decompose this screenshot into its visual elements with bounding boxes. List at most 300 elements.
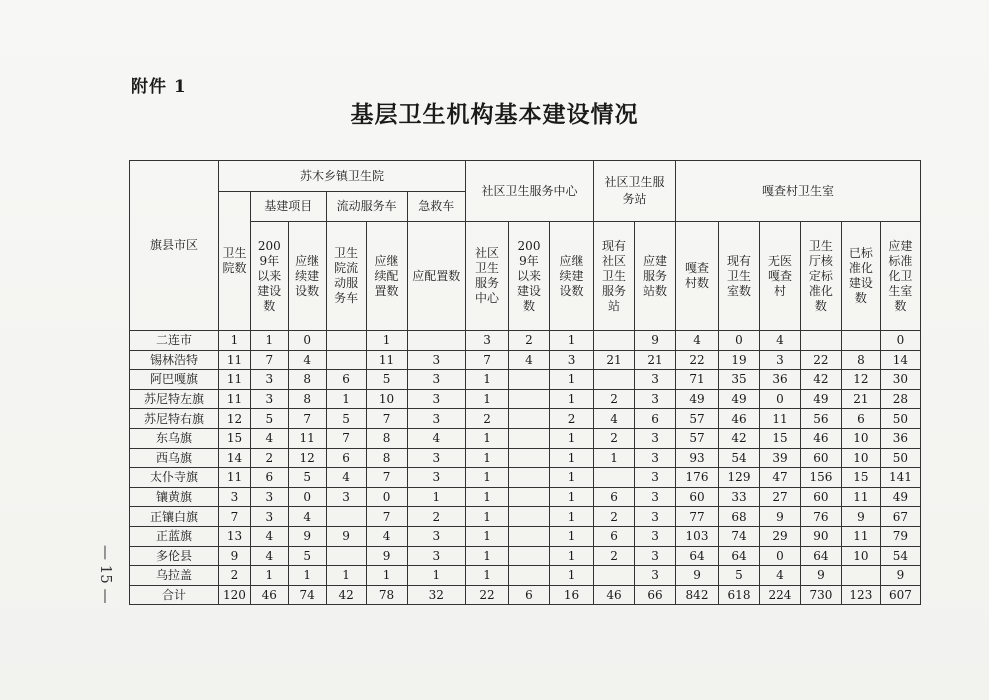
table-cell: 1 bbox=[326, 566, 366, 586]
table-cell: 123 bbox=[841, 585, 880, 605]
header-col-17-label: 应建标准化卫生室数 bbox=[888, 238, 913, 313]
table-cell: 14 bbox=[219, 448, 251, 468]
table-cell: 9 bbox=[800, 566, 841, 586]
table-cell: 47 bbox=[759, 468, 800, 488]
table-cell: 6 bbox=[509, 585, 550, 605]
table-row bbox=[130, 526, 921, 546]
table-cell: 4 bbox=[366, 526, 407, 546]
table-cell: 4 bbox=[288, 350, 326, 370]
table-cell: 3 bbox=[407, 409, 465, 429]
table-cell: 12 bbox=[219, 409, 251, 429]
row-region-name: 正镶白旗 bbox=[130, 507, 219, 527]
table-cell: 1 bbox=[466, 370, 509, 390]
table-cell bbox=[326, 331, 366, 351]
table-cell: 4 bbox=[288, 507, 326, 527]
table-cell bbox=[326, 350, 366, 370]
table-cell: 57 bbox=[676, 409, 719, 429]
table-cell: 1 bbox=[549, 428, 593, 448]
table-row bbox=[130, 331, 921, 351]
table-cell: 4 bbox=[594, 409, 635, 429]
table-cell: 60 bbox=[676, 487, 719, 507]
header-col-10-label: 现有社区卫生服务站 bbox=[602, 238, 627, 313]
table-cell: 3 bbox=[635, 370, 676, 390]
table-cell: 12 bbox=[841, 370, 880, 390]
table-cell: 57 bbox=[676, 428, 719, 448]
table-cell: 0 bbox=[288, 331, 326, 351]
table-cell: 22 bbox=[466, 585, 509, 605]
table-cell: 1 bbox=[326, 389, 366, 409]
header-col-12 bbox=[676, 222, 719, 331]
table-cell: 6 bbox=[594, 487, 635, 507]
table-cell: 66 bbox=[635, 585, 676, 605]
header-col-5-label: 应继续配置数 bbox=[374, 253, 399, 298]
table-cell: 30 bbox=[880, 370, 920, 390]
header-construction-projects: 基建项目 bbox=[250, 192, 326, 222]
header-col-4 bbox=[326, 222, 366, 331]
header-community-health-stations-label: 社区卫生服务站 bbox=[604, 175, 665, 206]
table-cell: 1 bbox=[250, 331, 288, 351]
table-cell: 9 bbox=[676, 566, 719, 586]
table-cell: 3 bbox=[635, 448, 676, 468]
table-row bbox=[130, 370, 921, 390]
table-cell: 49 bbox=[880, 487, 920, 507]
table-cell: 3 bbox=[407, 350, 465, 370]
table-row bbox=[130, 468, 921, 488]
header-col-14 bbox=[759, 222, 800, 331]
table-cell: 1 bbox=[466, 566, 509, 586]
table-cell: 1 bbox=[407, 487, 465, 507]
table-cell: 1 bbox=[219, 331, 251, 351]
row-region-name: 镶黄旗 bbox=[130, 487, 219, 507]
table-row bbox=[130, 350, 921, 370]
table-cell: 15 bbox=[759, 428, 800, 448]
table-cell: 16 bbox=[549, 585, 593, 605]
table-cell: 1 bbox=[549, 468, 593, 488]
table-cell: 3 bbox=[466, 331, 509, 351]
table-cell: 28 bbox=[880, 389, 920, 409]
table-cell bbox=[509, 507, 550, 527]
table-cell: 42 bbox=[326, 585, 366, 605]
table-cell bbox=[594, 370, 635, 390]
table-cell: 5 bbox=[326, 409, 366, 429]
header-township-health-centers: 苏木乡镇卫生院 bbox=[219, 161, 466, 192]
table-cell: 3 bbox=[407, 468, 465, 488]
table-cell: 618 bbox=[719, 585, 760, 605]
header-community-health-centers: 社区卫生服务中心 bbox=[466, 161, 594, 222]
table-cell: 3 bbox=[635, 487, 676, 507]
table-cell: 10 bbox=[841, 448, 880, 468]
table-cell: 3 bbox=[635, 546, 676, 566]
header-col-13-label: 现有卫生室数 bbox=[726, 253, 751, 298]
table-cell: 6 bbox=[326, 370, 366, 390]
table-cell bbox=[326, 546, 366, 566]
header-ambulances: 急救车 bbox=[407, 192, 465, 222]
table-cell: 842 bbox=[676, 585, 719, 605]
table-cell: 1 bbox=[466, 526, 509, 546]
table-cell: 32 bbox=[407, 585, 465, 605]
table-cell: 0 bbox=[759, 389, 800, 409]
table-cell: 8 bbox=[288, 370, 326, 390]
table-cell: 4 bbox=[509, 350, 550, 370]
table-cell: 68 bbox=[719, 507, 760, 527]
table-cell: 1 bbox=[466, 468, 509, 488]
table-cell: 35 bbox=[719, 370, 760, 390]
table-cell: 5 bbox=[288, 546, 326, 566]
table-cell: 3 bbox=[635, 389, 676, 409]
table-cell: 46 bbox=[800, 428, 841, 448]
table-cell: 9 bbox=[841, 507, 880, 527]
table-cell: 11 bbox=[841, 526, 880, 546]
attachment-label: 附件 1 bbox=[131, 77, 187, 97]
table-cell: 10 bbox=[841, 428, 880, 448]
table-cell: 78 bbox=[366, 585, 407, 605]
table-row bbox=[130, 546, 921, 566]
table-cell bbox=[407, 331, 465, 351]
table-cell: 0 bbox=[759, 546, 800, 566]
table-cell: 9 bbox=[326, 526, 366, 546]
header-col-7 bbox=[466, 222, 509, 331]
table-row bbox=[130, 487, 921, 507]
header-col-1-label: 卫生院数 bbox=[222, 246, 247, 275]
table-cell: 2 bbox=[250, 448, 288, 468]
table-cell: 3 bbox=[635, 526, 676, 546]
page-number: — 15 — bbox=[97, 545, 115, 604]
table-cell: 54 bbox=[719, 448, 760, 468]
table-cell: 3 bbox=[250, 389, 288, 409]
table-cell: 60 bbox=[800, 487, 841, 507]
table-cell: 9 bbox=[366, 546, 407, 566]
header-col-13 bbox=[719, 222, 760, 331]
table-cell bbox=[594, 468, 635, 488]
table-cell: 2 bbox=[594, 546, 635, 566]
table-cell: 5 bbox=[366, 370, 407, 390]
table-cell: 74 bbox=[288, 585, 326, 605]
table-cell: 2 bbox=[466, 409, 509, 429]
table-cell: 46 bbox=[719, 409, 760, 429]
table-cell: 77 bbox=[676, 507, 719, 527]
table-cell: 3 bbox=[407, 448, 465, 468]
table-cell: 74 bbox=[719, 526, 760, 546]
table-cell: 1 bbox=[594, 448, 635, 468]
table-cell: 607 bbox=[880, 585, 920, 605]
table-cell: 5 bbox=[250, 409, 288, 429]
header-col-11-label: 应建服务站数 bbox=[643, 253, 668, 298]
table-cell: 50 bbox=[880, 409, 920, 429]
table-cell bbox=[509, 566, 550, 586]
table-row bbox=[130, 507, 921, 527]
table-cell: 4 bbox=[759, 331, 800, 351]
table-cell: 7 bbox=[366, 409, 407, 429]
table-cell: 49 bbox=[719, 389, 760, 409]
table-cell: 1 bbox=[549, 507, 593, 527]
table-cell: 156 bbox=[800, 468, 841, 488]
table-cell: 1 bbox=[549, 546, 593, 566]
header-col-6: 应配置数 bbox=[407, 222, 465, 331]
table-cell bbox=[800, 331, 841, 351]
table-cell: 5 bbox=[719, 566, 760, 586]
table-cell: 8 bbox=[841, 350, 880, 370]
table-cell: 13 bbox=[219, 526, 251, 546]
table-cell: 0 bbox=[880, 331, 920, 351]
table-row bbox=[130, 389, 921, 409]
table-cell: 21 bbox=[841, 389, 880, 409]
table-cell: 50 bbox=[880, 448, 920, 468]
table-cell: 2 bbox=[219, 566, 251, 586]
table-cell bbox=[509, 428, 550, 448]
table-cell: 6 bbox=[841, 409, 880, 429]
table-cell: 2 bbox=[407, 507, 465, 527]
table-cell: 1 bbox=[549, 389, 593, 409]
table-cell: 1 bbox=[466, 389, 509, 409]
header-col-11 bbox=[635, 222, 676, 331]
table-cell: 10 bbox=[366, 389, 407, 409]
table-row bbox=[130, 566, 921, 586]
table-cell: 3 bbox=[635, 566, 676, 586]
table-cell: 4 bbox=[250, 526, 288, 546]
table-cell: 5 bbox=[288, 468, 326, 488]
table-cell: 36 bbox=[880, 428, 920, 448]
table-body bbox=[130, 331, 921, 605]
table-cell: 1 bbox=[549, 331, 593, 351]
table-cell: 9 bbox=[880, 566, 920, 586]
table-cell: 1 bbox=[250, 566, 288, 586]
header-col-5 bbox=[366, 222, 407, 331]
table-cell: 9 bbox=[288, 526, 326, 546]
row-region-name: 二连市 bbox=[130, 331, 219, 351]
table-cell: 15 bbox=[219, 428, 251, 448]
table-cell: 1 bbox=[549, 487, 593, 507]
table-cell: 1 bbox=[466, 546, 509, 566]
table-cell: 4 bbox=[676, 331, 719, 351]
table-cell: 1 bbox=[549, 566, 593, 586]
table-cell: 11 bbox=[841, 487, 880, 507]
table-cell: 64 bbox=[719, 546, 760, 566]
table-cell: 3 bbox=[635, 507, 676, 527]
table-cell: 9 bbox=[759, 507, 800, 527]
table-cell: 9 bbox=[219, 546, 251, 566]
table-cell: 64 bbox=[676, 546, 719, 566]
table-cell: 120 bbox=[219, 585, 251, 605]
table-cell bbox=[841, 566, 880, 586]
table-cell: 7 bbox=[288, 409, 326, 429]
table-cell: 1 bbox=[288, 566, 326, 586]
row-region-name: 东乌旗 bbox=[130, 428, 219, 448]
table-cell: 6 bbox=[250, 468, 288, 488]
table-cell: 1 bbox=[466, 428, 509, 448]
table-cell: 2 bbox=[549, 409, 593, 429]
table-cell: 7 bbox=[466, 350, 509, 370]
table-cell: 12 bbox=[288, 448, 326, 468]
table-cell: 46 bbox=[594, 585, 635, 605]
table-cell: 3 bbox=[407, 370, 465, 390]
table-cell: 11 bbox=[219, 350, 251, 370]
table-cell bbox=[509, 448, 550, 468]
header-col-12-label: 嘎查村数 bbox=[684, 261, 709, 290]
header-col-3 bbox=[288, 222, 326, 331]
table-cell: 6 bbox=[594, 526, 635, 546]
table-cell bbox=[326, 507, 366, 527]
table-cell: 42 bbox=[800, 370, 841, 390]
header-region: 旗县市区 bbox=[130, 161, 219, 331]
table-cell: 64 bbox=[800, 546, 841, 566]
header-col-16 bbox=[841, 222, 880, 331]
row-region-name: 锡林浩特 bbox=[130, 350, 219, 370]
table-cell: 29 bbox=[759, 526, 800, 546]
table-cell: 76 bbox=[800, 507, 841, 527]
row-region-name: 正蓝旗 bbox=[130, 526, 219, 546]
table-cell: 33 bbox=[719, 487, 760, 507]
table-cell: 8 bbox=[366, 428, 407, 448]
table-cell: 3 bbox=[250, 370, 288, 390]
table-cell bbox=[509, 370, 550, 390]
table-cell: 103 bbox=[676, 526, 719, 546]
header-col-3-label: 应继续建设数 bbox=[295, 253, 320, 298]
table-cell: 3 bbox=[635, 468, 676, 488]
header-col-15 bbox=[800, 222, 841, 331]
table-cell bbox=[509, 546, 550, 566]
table-cell: 3 bbox=[407, 546, 465, 566]
table-cell: 39 bbox=[759, 448, 800, 468]
table-cell: 4 bbox=[759, 566, 800, 586]
table-cell bbox=[509, 468, 550, 488]
table-cell: 71 bbox=[676, 370, 719, 390]
table-row bbox=[130, 585, 921, 605]
row-region-name: 苏尼特左旗 bbox=[130, 389, 219, 409]
table-cell bbox=[509, 409, 550, 429]
header-col-2-label: 2009年以来建设数 bbox=[257, 238, 282, 313]
header-col-15-label: 卫生厅核定标准化数 bbox=[808, 238, 833, 313]
table-cell: 0 bbox=[366, 487, 407, 507]
table-cell: 54 bbox=[880, 546, 920, 566]
table-cell: 2 bbox=[509, 331, 550, 351]
table-cell: 67 bbox=[880, 507, 920, 527]
table-cell: 11 bbox=[219, 370, 251, 390]
table-row bbox=[130, 409, 921, 429]
page-title: 基层卫生机构基本建设情况 bbox=[350, 101, 639, 128]
row-region-name: 西乌旗 bbox=[130, 448, 219, 468]
table-cell: 1 bbox=[366, 566, 407, 586]
table-cell: 11 bbox=[366, 350, 407, 370]
table-cell bbox=[509, 389, 550, 409]
table-cell bbox=[594, 566, 635, 586]
table-cell: 27 bbox=[759, 487, 800, 507]
table-cell: 1 bbox=[549, 448, 593, 468]
header-mobile-service-vehicles: 流动服务车 bbox=[326, 192, 407, 222]
table-cell: 1 bbox=[366, 331, 407, 351]
header-col-9 bbox=[549, 222, 593, 331]
table-cell: 4 bbox=[250, 428, 288, 448]
row-region-name: 多伦县 bbox=[130, 546, 219, 566]
header-col-2 bbox=[250, 222, 288, 331]
table-cell: 4 bbox=[326, 468, 366, 488]
header-col-4-label: 卫生院流动服务车 bbox=[334, 246, 359, 305]
table-cell: 7 bbox=[219, 507, 251, 527]
table-cell: 49 bbox=[676, 389, 719, 409]
table-cell bbox=[841, 331, 880, 351]
table-cell: 6 bbox=[326, 448, 366, 468]
table-row bbox=[130, 428, 921, 448]
row-region-name: 苏尼特右旗 bbox=[130, 409, 219, 429]
table-cell: 22 bbox=[676, 350, 719, 370]
table-cell: 129 bbox=[719, 468, 760, 488]
row-region-name: 合计 bbox=[130, 585, 219, 605]
table-cell: 3 bbox=[326, 487, 366, 507]
table-cell: 79 bbox=[880, 526, 920, 546]
table-cell: 56 bbox=[800, 409, 841, 429]
table-cell: 3 bbox=[407, 526, 465, 546]
table-cell bbox=[594, 331, 635, 351]
table-cell: 4 bbox=[250, 546, 288, 566]
table-cell: 2 bbox=[594, 507, 635, 527]
table-cell: 2 bbox=[594, 389, 635, 409]
table-cell: 11 bbox=[759, 409, 800, 429]
table-cell: 730 bbox=[800, 585, 841, 605]
table-cell: 4 bbox=[407, 428, 465, 448]
table-cell: 1 bbox=[466, 487, 509, 507]
table-cell: 3 bbox=[635, 428, 676, 448]
table-cell: 11 bbox=[219, 389, 251, 409]
header-col-14-label: 无医嘎查村 bbox=[767, 253, 792, 298]
table-cell: 7 bbox=[250, 350, 288, 370]
construction-table bbox=[129, 160, 921, 605]
table-cell: 2 bbox=[594, 428, 635, 448]
table-cell: 22 bbox=[800, 350, 841, 370]
header-col-8 bbox=[509, 222, 550, 331]
table-header bbox=[130, 161, 921, 331]
table-cell bbox=[509, 526, 550, 546]
table-cell: 14 bbox=[880, 350, 920, 370]
header-col-16-label: 已标准化建设数 bbox=[848, 246, 873, 305]
table-cell: 10 bbox=[841, 546, 880, 566]
table-cell: 7 bbox=[366, 468, 407, 488]
table-cell: 1 bbox=[466, 507, 509, 527]
table-cell: 1 bbox=[466, 448, 509, 468]
header-col-10 bbox=[594, 222, 635, 331]
table-cell: 3 bbox=[549, 350, 593, 370]
table-cell: 93 bbox=[676, 448, 719, 468]
table-cell: 7 bbox=[326, 428, 366, 448]
table-cell: 46 bbox=[250, 585, 288, 605]
table-cell: 3 bbox=[250, 487, 288, 507]
table-cell: 8 bbox=[288, 389, 326, 409]
row-region-name: 阿巴嘎旗 bbox=[130, 370, 219, 390]
table-cell: 176 bbox=[676, 468, 719, 488]
table-row bbox=[130, 448, 921, 468]
table-cell: 224 bbox=[759, 585, 800, 605]
table-cell: 3 bbox=[219, 487, 251, 507]
row-region-name: 乌拉盖 bbox=[130, 566, 219, 586]
header-community-health-stations bbox=[594, 161, 676, 222]
table-cell: 15 bbox=[841, 468, 880, 488]
table-cell: 21 bbox=[594, 350, 635, 370]
table-cell: 0 bbox=[719, 331, 760, 351]
table-cell: 19 bbox=[719, 350, 760, 370]
table-cell: 0 bbox=[288, 487, 326, 507]
header-col-8-label: 2009年以来建设数 bbox=[516, 238, 541, 313]
table-cell: 90 bbox=[800, 526, 841, 546]
table-cell: 141 bbox=[880, 468, 920, 488]
row-region-name: 太仆寺旗 bbox=[130, 468, 219, 488]
header-village-clinics: 嘎查村卫生室 bbox=[676, 161, 921, 222]
table-cell bbox=[509, 487, 550, 507]
table-cell: 11 bbox=[288, 428, 326, 448]
table-cell: 3 bbox=[759, 350, 800, 370]
table-cell: 49 bbox=[800, 389, 841, 409]
table-cell: 42 bbox=[719, 428, 760, 448]
table-cell: 1 bbox=[549, 526, 593, 546]
header-col-17 bbox=[880, 222, 920, 331]
table-cell: 6 bbox=[635, 409, 676, 429]
